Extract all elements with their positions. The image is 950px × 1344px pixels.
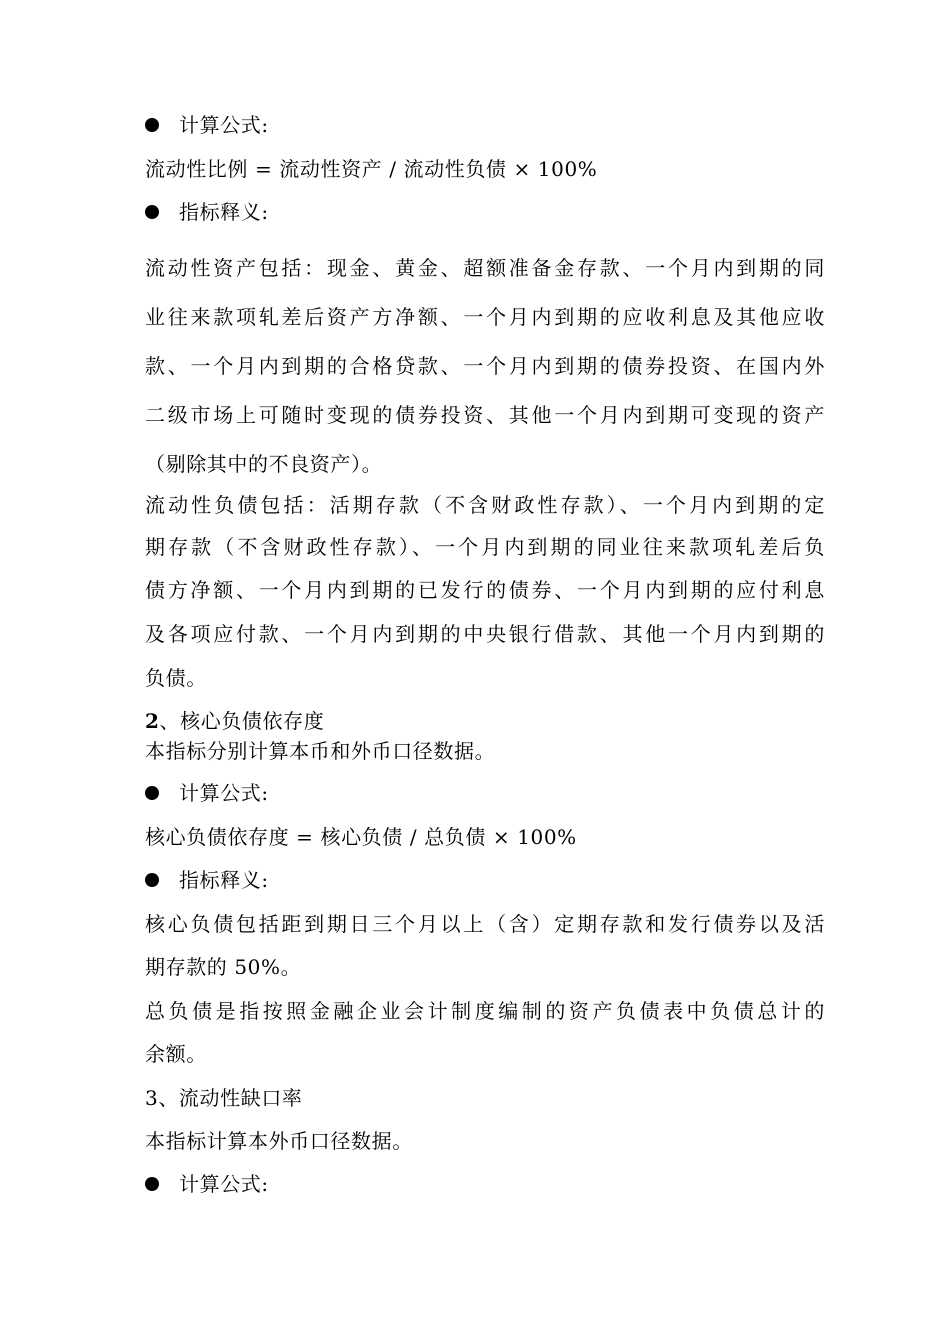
total-liability-line-1: 总负债是指按照金融企业会计制度编制的资产负债表中负债总计的 [145,999,825,1023]
bullet-icon [145,118,159,132]
formula-liquidity-ratio: 流动性比例 = 流动性资产 / 流动性负债 × 100% [145,157,598,181]
section-2-title: 2、核心负债依存度 [145,709,325,733]
core-liability-line-2: 期存款的 50%。 [145,955,302,979]
section-2-scope: 本指标分别计算本币和外币口径数据。 [145,739,496,763]
definition-heading-2: 指标释义: [145,866,825,894]
formula-heading-3: 计算公式: [145,1170,825,1198]
liabilities-line-3: 债方净额、一个月内到期的已发行的债券、一个月内到期的应付利息 [145,578,825,602]
definition-heading-1: 指标释义: [145,198,825,226]
total-liability-line-2: 余额。 [145,1042,207,1066]
formula-heading-1: 计算公式: [145,111,825,139]
formula-core-liability: 核心负债依存度 = 核心负债 / 总负债 × 100% [145,825,577,849]
bullet-icon [145,873,159,887]
assets-line-3: 款、一个月内到期的合格贷款、一个月内到期的债券投资、在国内外 [145,354,825,378]
bullet-icon [145,1177,159,1191]
liabilities-line-2: 期存款（不含财政性存款）、一个月内到期的同业往来款项轧差后负 [145,535,825,559]
assets-line-2: 业往来款项轧差后资产方净额、一个月内到期的应收利息及其他应收 [145,305,825,329]
assets-line-5: （剔除其中的不良资产）。 [145,452,383,476]
section-3-scope: 本指标计算本外币口径数据。 [145,1129,413,1153]
liabilities-line-4: 及各项应付款、一个月内到期的中央银行借款、其他一个月内到期的 [145,622,825,646]
bullet-icon [145,205,159,219]
liabilities-line-1: 流动性负债包括：活期存款（不含财政性存款）、一个月内到期的定 [145,493,825,517]
formula-heading-2: 计算公式: [145,779,825,807]
assets-line-1: 流动性资产包括：现金、黄金、超额准备金存款、一个月内到期的同 [145,256,825,280]
assets-line-4: 二级市场上可随时变现的债券投资、其他一个月内到期可变现的资产 [145,403,825,427]
bullet-icon [145,786,159,800]
core-liability-line-1: 核心负债包括距到期日三个月以上（含）定期存款和发行债券以及活 [145,912,825,936]
liabilities-line-5: 负债。 [145,666,207,690]
section-3-title: 3、流动性缺口率 [145,1086,303,1110]
